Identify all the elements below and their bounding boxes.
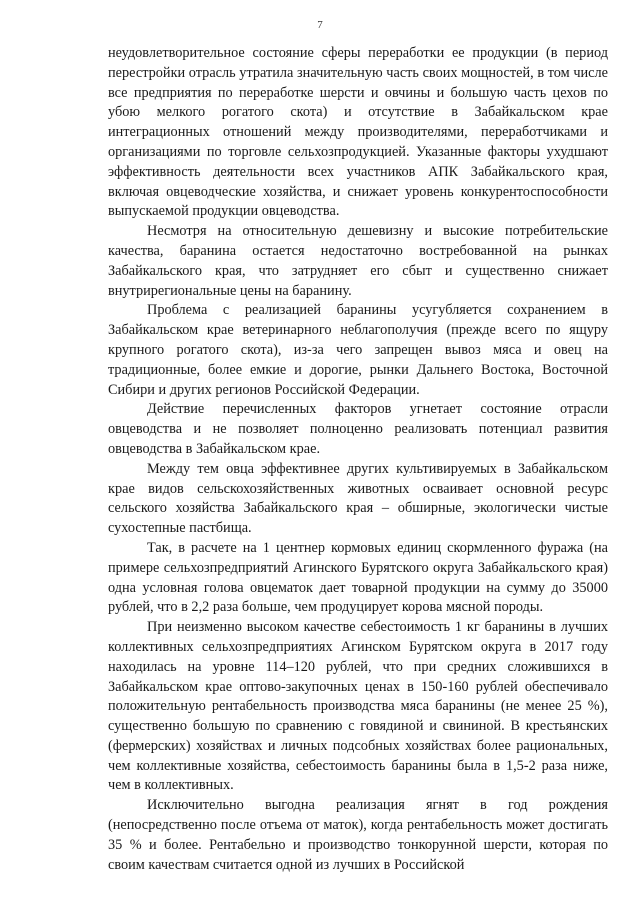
paragraph-feed-calculation: Так, в расчете на 1 центнер кормовых единиц скормленного фуража (на примере сельхозпредприятий Агинского Бурятского округа Забайкальского края) одна условная голова овцематок дает товарной продукции на сумму до 35000 рублей, что в 2,2 раза больше, чем продуцирует корова мясной породы.: [108, 539, 608, 616]
paragraph-lamb-sales: Исключительно выгодна реализация ягнят в год рождения (непосредственно после отъема от маток), когда рентабельность может достигать 35 % и более. Рентабельно и производство тонкорунной шерсти, которая по своим качествам считается одной из лучших в Российской: [108, 797, 608, 873]
paragraph-processing-sector: неудовлетворительное состояние сферы переработки ее продукции (в период перестройки отрасль утратила значительную часть своих мощностей, в том числе все предприятия по переработке шерсти и овчины и большую часть цехов по убою мелкого рогатого скота) и отсутствие в Забайкальском крае интеграционных отношений между производителями, переработчиками и организациями по торговле сельхозпродукцией. Указанные факторы ухудшают эффективность деятельности всех участников АПК Забайкальского края, включая овцеводческие хозяйства, и снижает уровень конкурентоспособности выпускаемой продукции овцеводства.: [108, 45, 608, 220]
paragraph-veterinary-problem: Проблема с реализацией баранины усугубляется сохранением в Забайкальском крае ветеринарного неблагополучия (прежде всего по ящуру крупного рогатого скота), из-за чего запрещен вывоз мяса и овец на традиционные, более емкие и дорогие, рынки Дальнего Востока, Восточной Сибири и других регионов Российской Федерации.: [108, 302, 608, 398]
paragraph-mutton-demand: Несмотря на относительную дешевизну и высокие потребительские качества, баранина остается недостаточно востребованной на рынках Забайкальского края, что затрудняет его сбыт и существенно снижает внутрирегиональные цены на баранину.: [108, 223, 608, 299]
document-body: [108, 44, 608, 875]
paragraph-cost-price: При неизменно высоком качестве себестоимость 1 кг баранины в лучших коллективных сельхозпредприятиях Агинском Бурятском округа в 2017 году находилась на уровне 114–120 рублей, что при средних сложившихся в Забайкальском крае оптово-закупочных ценах в 150-160 рублей обеспечивало положительную рентабельность производства мяса баранины (не менее 25 %), существенно большую по сравнению с говядиной и свининой. В крестьянских (фермерских) хозяйствах и личных подсобных хозяйствах более рациональных, чем коллективные хозяйства, себестоимость баранины была в 1,5-2 раза ниже, чем в коллективных.: [108, 619, 608, 794]
paragraph-factors-effect: Действие перечисленных факторов угнетает состояние отрасли овцеводства и не позволяет полноценно реализовать потенциал развития овцеводства в Забайкальском крае.: [108, 401, 608, 457]
page-number: 7: [317, 19, 323, 31]
paragraph-sheep-efficiency: Между тем овца эффективнее других культивируемых в Забайкальском крае видов сельскохозяйственных животных осваивает основной ресурс сельского хозяйства Забайкальского края – обширные, экологически чистые сухостепные пастбища.: [108, 460, 608, 537]
